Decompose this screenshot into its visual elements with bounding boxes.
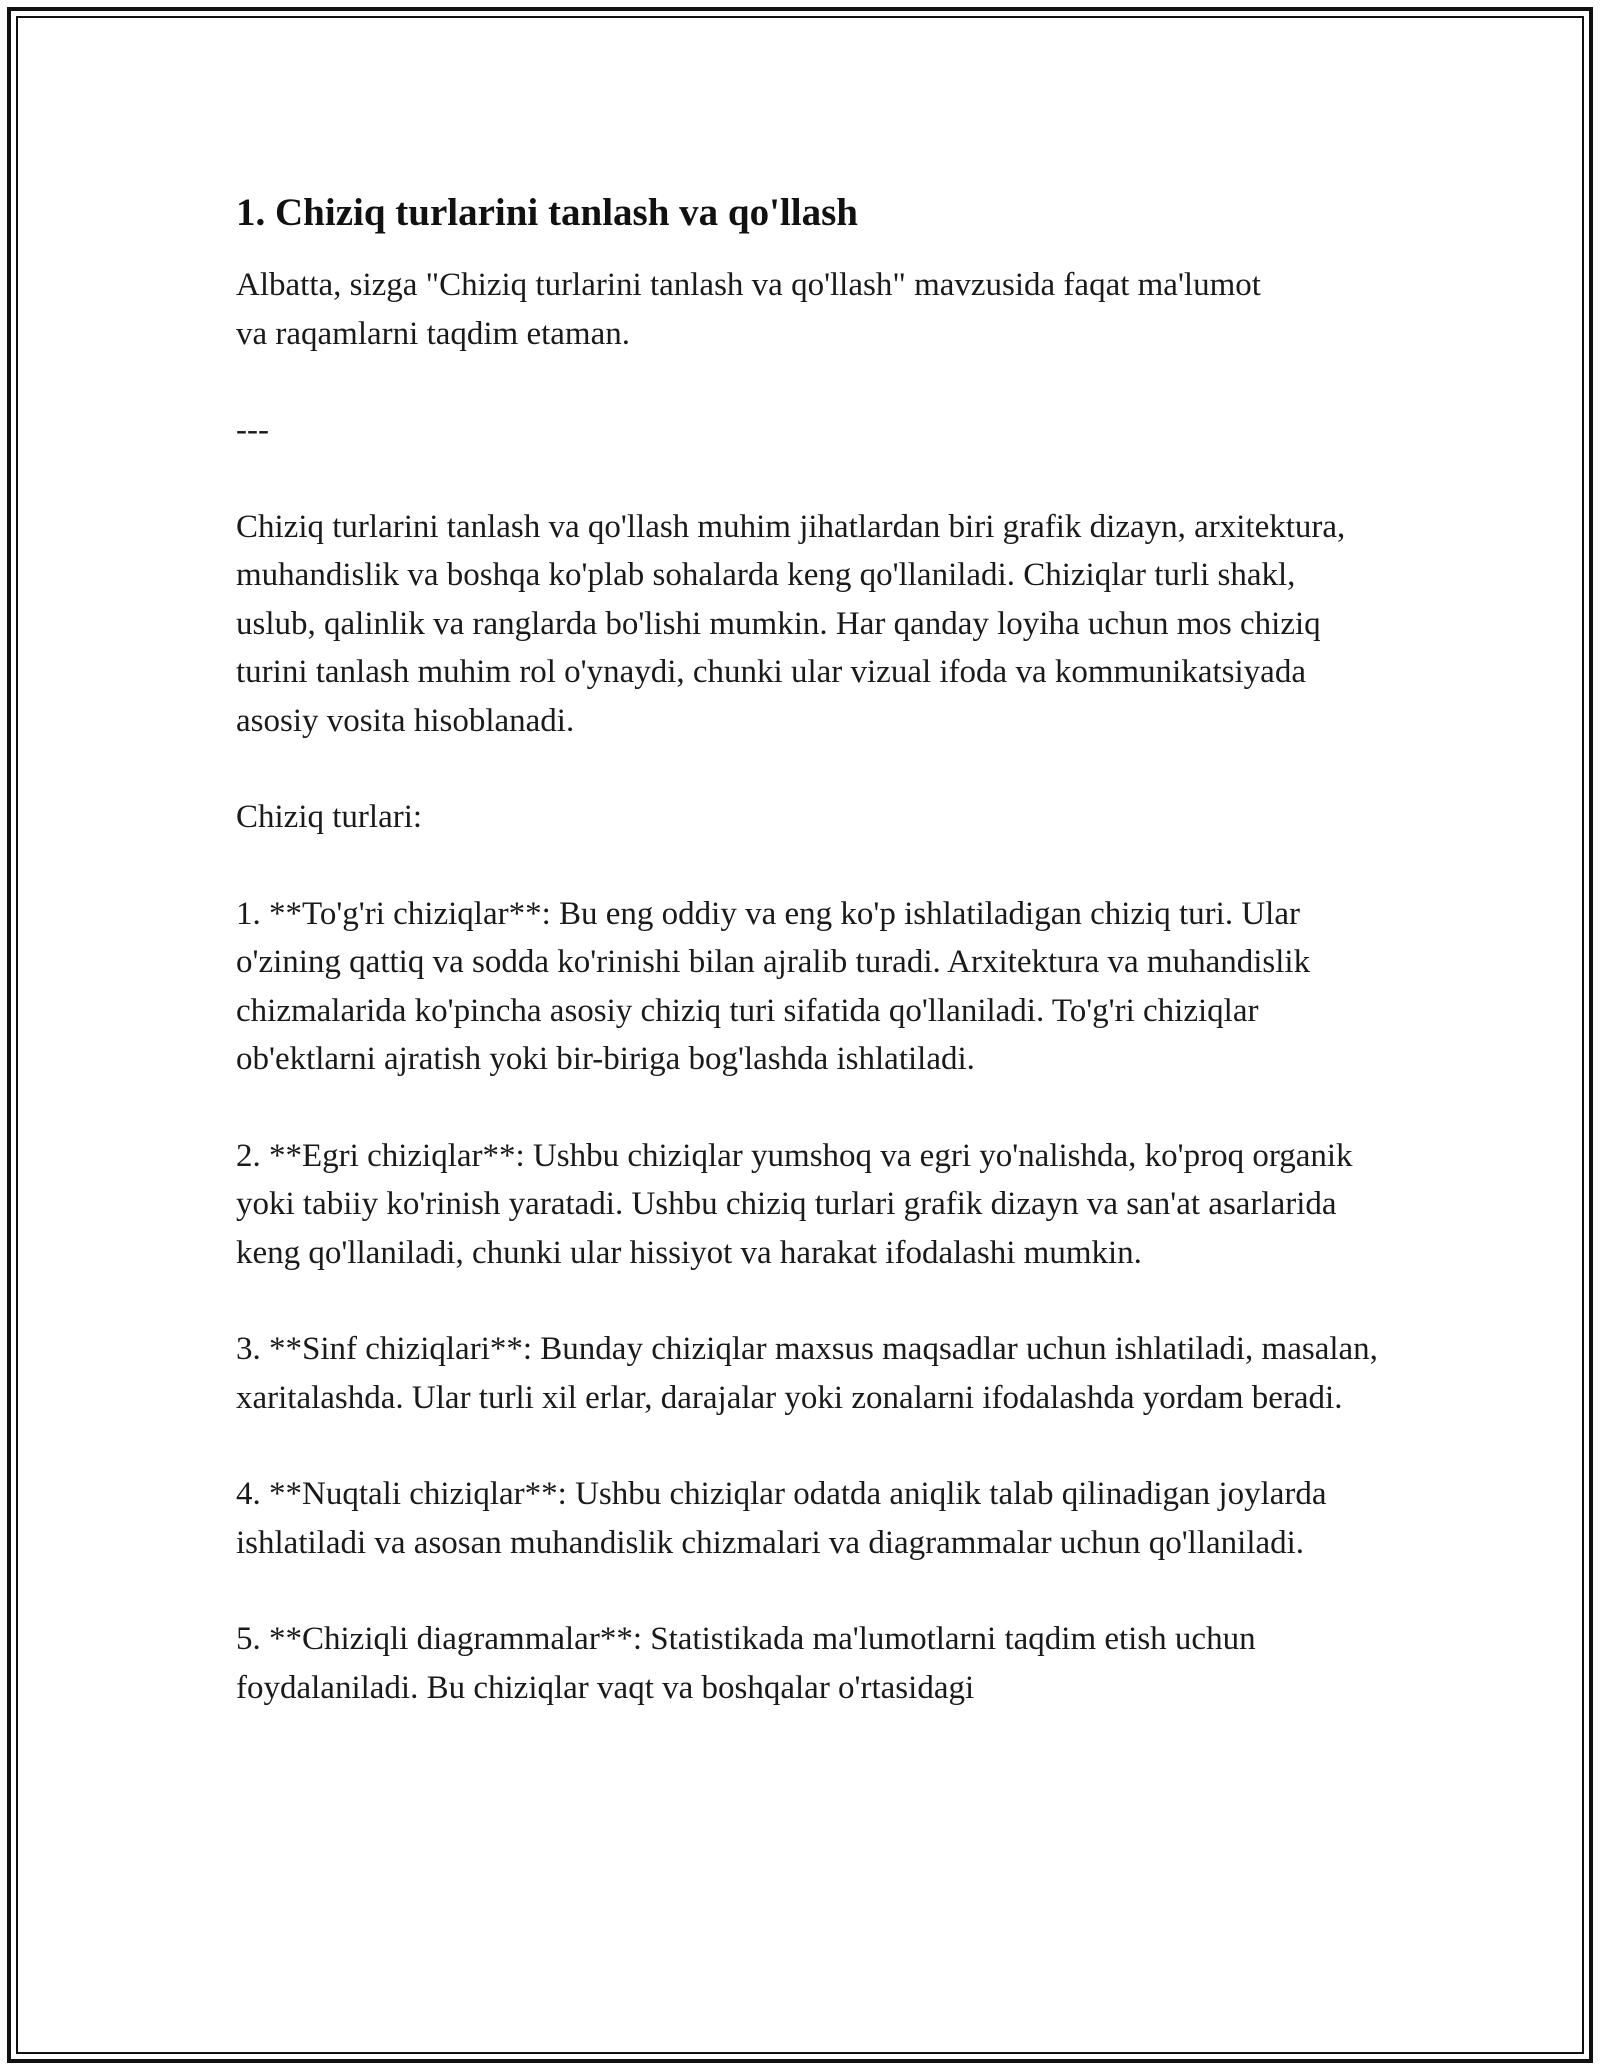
list-label: Chiziq turlari: [236,799,423,835]
list-item-line-charts: 5. **Chiziqli diagrammalar**: Statistikada ma'lumotlarni taqdim etish uchun foydalaniladi. Bu chiziqlar vaqt va boshqalar o'rtasidagi [236,1621,1256,1706]
list-item-dotted-lines: 4. **Nuqtali chiziqlar**: Ushbu chiziqlar odatda aniqlik talab qilinadigan joylarda ishlatiladi va asosan muhandislik chizmalari va diagrammalar uchun qo'llaniladi. [236,1476,1327,1561]
list-item-straight-lines: 1. **To'g'ri chiziqlar**: Bu eng oddiy va eng ko'p ishlatiladigan chiziq turi. Ular o'zining qattiq va sodda ko'rinishi bilan ajralib turadi. Arxitektura va muhandislik chizmalarida ko'pincha asosiy chiziq turi sifatida qo'llaniladi. To'g'ri chiziqlar ob'ektlarni ajratish yoki bir-biriga bog'lashda ishlatiladi. [236,895,1311,1077]
page-title: 1. Chiziq turlarini tanlash va qo'llash [236,191,858,234]
list-item-class-lines: 3. **Sinf chiziqlari**: Bunday chiziqlar maxsus maqsadlar uchun ishlatiladi, masalan, xaritalashda. Ular turli xil erlar, darajalar yoki zonalarni ifodalashda yordam beradi. [236,1331,1378,1416]
intro-paragraph: Albatta, sizga "Chiziq turlarini tanlash va qo'llash" mavzusida faqat ma'lumot va raqamlarni taqdim etaman. [236,267,1261,352]
list-item-curved-lines: 2. **Egri chiziqlar**: Ushbu chiziqlar yumshoq va egri yo'nalishda, ko'proq organik yoki tabiiy ko'rinish yaratadi. Ushbu chiziq turlari grafik dizayn va san'at asarlarida keng qo'llaniladi, chunki ular hissiyot va harakat ifodalashi mumkin. [236,1137,1353,1271]
document-body [236,188,1386,1712]
separator-line: --- [236,412,269,448]
overview-paragraph: Chiziq turlarini tanlash va qo'llash muhim jihatlardan biri grafik dizayn, arxitektura, muhandislik va boshqa ko'plab sohalarda keng qo'llaniladi. Chiziqlar turli shakl, uslub, qalinlik va ranglarda bo'lishi mumkin. Har qanday loyiha uchun mos chiziq turini tanlash muhim rol o'ynaydi, chunki ular vizual ifoda va kommunikatsiyada asosiy vosita hisoblanadi. [236,508,1346,739]
